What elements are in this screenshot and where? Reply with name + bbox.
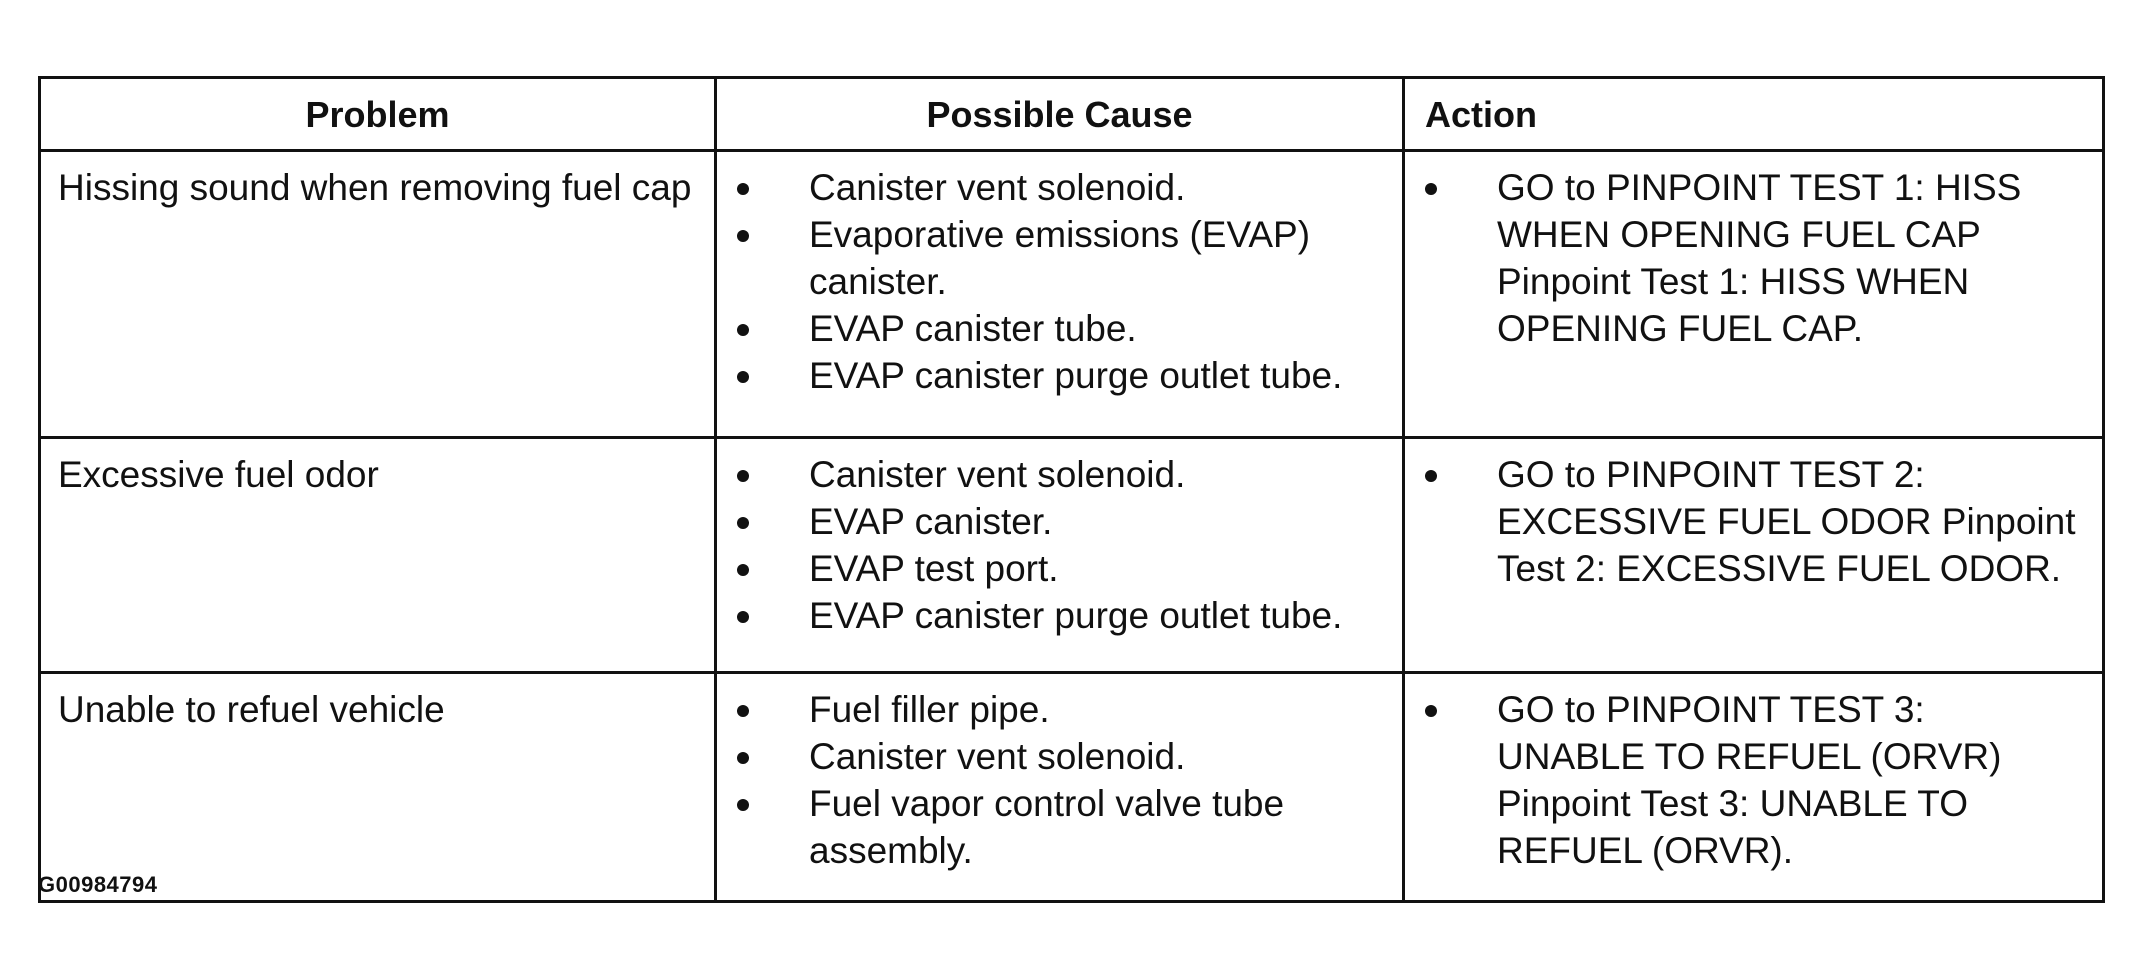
list-item [1405, 451, 2092, 592]
cause-text: Fuel vapor control valve tube assembly. [809, 783, 1285, 871]
diagnosis-table-container [38, 76, 2102, 903]
possible-cause-cell [716, 438, 1404, 673]
problem-cell: Excessive fuel odor [40, 438, 716, 673]
cause-text: EVAP canister tube. [809, 308, 1137, 349]
bullet-icon [737, 371, 749, 383]
action-column-header: Action [1404, 78, 2104, 151]
bullet-icon [737, 564, 749, 576]
cause-text: Canister vent solenoid. [809, 454, 1186, 495]
action-text: GO to PINPOINT TEST 1: HISS WHEN OPENING FUEL CAP Pinpoint Test 1: HISS WHEN OPENING FUEL CAP. [1497, 167, 2022, 349]
list-item [717, 545, 1392, 592]
list-item [717, 451, 1392, 498]
bullet-icon [737, 324, 749, 336]
list-item [1405, 164, 2092, 352]
bullet-icon [737, 517, 749, 529]
bullet-icon [737, 705, 749, 717]
problem-column-header: Problem [40, 78, 716, 151]
action-list [1405, 686, 2092, 874]
bullet-icon [737, 183, 749, 195]
list-item [717, 498, 1392, 545]
cause-list [717, 686, 1392, 874]
cause-text: Canister vent solenoid. [809, 167, 1186, 208]
possible-cause-cell [716, 151, 1404, 438]
cause-text: EVAP test port. [809, 548, 1059, 589]
table-row [40, 673, 2104, 902]
cause-text: EVAP canister purge outlet tube. [809, 355, 1343, 396]
cause-text: EVAP canister. [809, 501, 1053, 542]
cause-list [717, 451, 1392, 639]
table-row [40, 438, 2104, 673]
bullet-icon [1425, 470, 1437, 482]
bullet-icon [737, 230, 749, 242]
action-cell [1404, 438, 2104, 673]
figure-id-label: G00984794 [38, 872, 158, 897]
cause-text: Fuel filler pipe. [809, 689, 1050, 730]
table-row [40, 151, 2104, 438]
list-item [717, 686, 1392, 733]
action-text: GO to PINPOINT TEST 3: UNABLE TO REFUEL (ORVR) Pinpoint Test 3: UNABLE TO REFUEL (ORVR). [1497, 689, 2002, 871]
bullet-icon [1425, 705, 1437, 717]
list-item [717, 164, 1392, 211]
cause-text: Canister vent solenoid. [809, 736, 1186, 777]
list-item [717, 305, 1392, 352]
action-text: GO to PINPOINT TEST 2: EXCESSIVE FUEL ODOR Pinpoint Test 2: EXCESSIVE FUEL ODOR. [1497, 454, 2076, 589]
problem-cell: Hissing sound when removing fuel cap [40, 151, 716, 438]
bullet-icon [737, 470, 749, 482]
list-item [717, 211, 1392, 305]
problem-cell: Unable to refuel vehicle [40, 673, 716, 902]
cause-text: EVAP canister purge outlet tube. [809, 595, 1343, 636]
action-cell [1404, 673, 2104, 902]
action-list [1405, 164, 2092, 352]
list-item [717, 733, 1392, 780]
bullet-icon [737, 611, 749, 623]
table-header-row [40, 78, 2104, 151]
action-list [1405, 451, 2092, 592]
possible-cause-cell [716, 673, 1404, 902]
list-item [717, 780, 1392, 874]
list-item [717, 592, 1392, 639]
possible-cause-column-header: Possible Cause [716, 78, 1404, 151]
cause-list [717, 164, 1392, 399]
list-item [1405, 686, 2092, 874]
bullet-icon [737, 799, 749, 811]
symptom-chart-table [38, 76, 2105, 903]
cause-text: Evaporative emissions (EVAP) canister. [809, 214, 1311, 302]
list-item [717, 352, 1392, 399]
bullet-icon [1425, 183, 1437, 195]
action-cell [1404, 151, 2104, 438]
bullet-icon [737, 752, 749, 764]
